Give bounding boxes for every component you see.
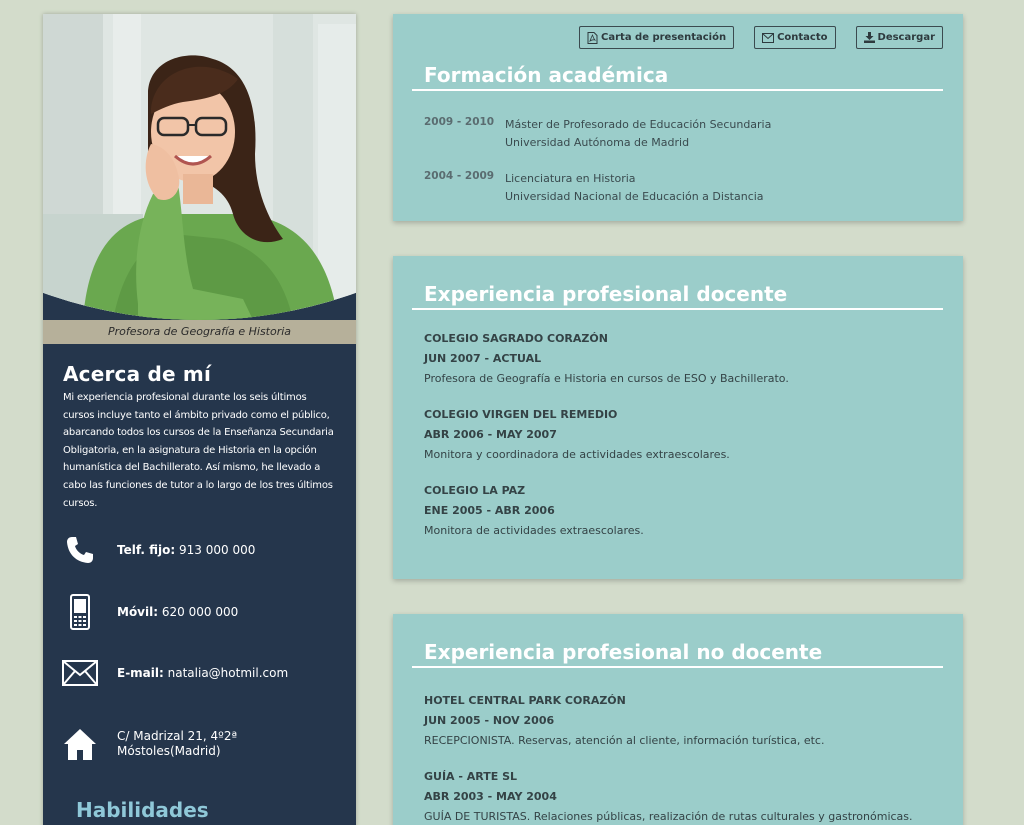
contact-phone <box>61 532 351 568</box>
teaching-dates: JUN 2007 - ACTUAL <box>424 352 542 365</box>
nonteaching-org: GUÍA - ARTE SL <box>424 770 518 783</box>
about-title: Acerca de mí <box>63 362 212 386</box>
cover-letter-button[interactable] <box>579 26 734 49</box>
download-icon <box>864 32 875 43</box>
phone-value: 913 000 000 <box>179 543 256 557</box>
teaching-item <box>424 329 789 389</box>
education-school: Universidad Nacional de Educación a Distancia <box>505 190 764 203</box>
cover-letter-label: Carta de presentación <box>601 32 727 43</box>
education-title: Formación académica <box>424 63 669 87</box>
home-icon <box>61 726 99 762</box>
contact-mobile <box>61 594 351 630</box>
education-degree: Máster de Profesorado de Educación Secundaria <box>505 118 772 131</box>
education-card <box>393 14 963 221</box>
nonteaching-desc: GUÍA DE TURISTAS. Relaciones públicas, realización de rutas culturales y gastronómicas. <box>424 810 913 823</box>
education-years: 2009 - 2010 <box>424 116 495 128</box>
about-section <box>43 344 356 512</box>
mobile-value: 620 000 000 <box>161 605 239 619</box>
nonteaching-dates: ABR 2003 - MAY 2004 <box>424 790 557 803</box>
teaching-dates: ABR 2006 - MAY 2007 <box>424 428 557 441</box>
profile-photo <box>43 14 356 320</box>
teaching-org: COLEGIO LA PAZ <box>424 484 526 497</box>
pdf-icon <box>587 32 598 44</box>
mobile-label: Móvil: <box>117 605 159 619</box>
download-button[interactable] <box>856 26 943 49</box>
contact-address <box>61 726 351 762</box>
education-school: Universidad Autónoma de Madrid <box>505 136 690 149</box>
email-label: E-mail: <box>117 666 164 680</box>
teaching-card <box>393 256 963 579</box>
teaching-org: COLEGIO SAGRADO CORAZÓN <box>424 332 608 345</box>
teaching-item <box>424 405 730 465</box>
teaching-dates: ENE 2005 - ABR 2006 <box>424 504 555 517</box>
profile-photo-area <box>43 14 356 320</box>
phone-icon <box>61 532 99 568</box>
nonteaching-card <box>393 614 963 825</box>
profile-sidebar <box>43 14 356 825</box>
education-divider <box>412 89 943 91</box>
address-line1: C/ Madrizal 21, 4º2ª <box>117 729 238 743</box>
nonteaching-title: Experiencia profesional no docente <box>424 640 823 664</box>
nonteaching-item <box>424 767 913 825</box>
contact-email <box>61 655 351 691</box>
nonteaching-desc: RECEPCIONISTA. Reservas, atención al cliente, información turística, etc. <box>424 734 825 747</box>
nonteaching-dates: JUN 2005 - NOV 2006 <box>424 714 555 727</box>
teaching-org: COLEGIO VIRGEN DEL REMEDIO <box>424 408 618 421</box>
toolbar <box>579 26 943 49</box>
nonteaching-org: HOTEL CENTRAL PARK CORAZÓN <box>424 694 626 707</box>
teaching-item <box>424 481 644 541</box>
teaching-desc: Monitora de actividades extraescolares. <box>424 524 644 537</box>
envelope-icon <box>762 33 774 43</box>
profile-photo-mask <box>43 14 356 320</box>
teaching-desc: Monitora y coordinadora de actividades extraescolares. <box>424 448 730 461</box>
education-years: 2004 - 2009 <box>424 170 495 182</box>
teaching-title: Experiencia profesional docente <box>424 282 788 306</box>
email-value[interactable]: natalia@hotmil.com <box>167 666 289 680</box>
skills-title: Habilidades <box>76 798 209 822</box>
teaching-desc: Profesora de Geografía e Historia en cursos de ESO y Bachillerato. <box>424 372 789 385</box>
education-degree: Licenciatura en Historia <box>505 172 636 185</box>
about-text: Mi experiencia profesional durante los seis últimos cursos incluye tanto el ámbito privado como el público, abarcando todos los cursos de la Enseñanza Secundaria Obligatoria, en la asignatura de Historia en la opción humanística del Bachillerato. Así mismo, he llevado a cabo las funciones de tutor a lo largo de los tres últimos cursos. <box>63 392 334 509</box>
envelope-icon <box>61 655 99 691</box>
phone-label: Telf. fijo: <box>117 543 176 557</box>
teaching-divider <box>412 308 943 310</box>
contact-label: Contacto <box>777 32 828 43</box>
profile-caption: Profesora de Geografía e Historia <box>43 320 356 344</box>
address-line2: Móstoles(Madrid) <box>117 744 221 758</box>
mobile-icon <box>61 594 99 630</box>
nonteaching-item <box>424 691 824 751</box>
download-label: Descargar <box>877 32 935 43</box>
contact-button[interactable] <box>754 26 835 49</box>
nonteaching-divider <box>412 666 943 668</box>
